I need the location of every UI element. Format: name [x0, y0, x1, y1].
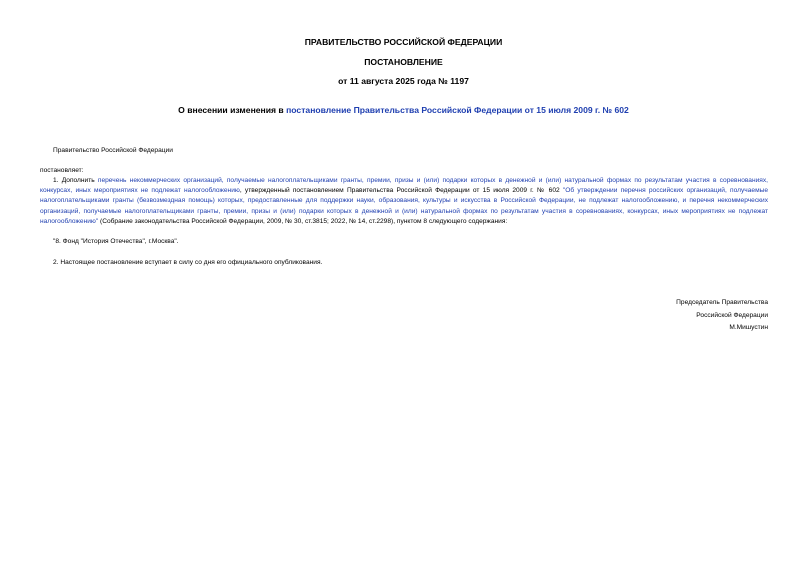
- item-1-paragraph: [40, 176, 768, 227]
- item-1-list-link[interactable]: перечень некоммерческих организаций, получаемые налогоплательщиками гранты, премии, призы и (или) подарки которых в денежной и (или) натуральной формах по результатам участия в соревнованиях, конкурсах, иных мероприятиях не подлежат налогообложению: [40, 177, 768, 195]
- authority-heading: ПРАВИТЕЛЬСТВО РОССИЙСКОЙ ФЕДЕРАЦИИ: [304, 37, 503, 47]
- document-type-heading: ПОСТАНОВЛЕНИЕ: [364, 57, 443, 67]
- date-number-heading: от 11 августа 2025 года № 1197: [338, 76, 469, 86]
- title-link[interactable]: постановление Правительства Российской Федерации от 15 июля 2009 г. № 602: [286, 105, 629, 115]
- item-1-number: 1. Дополнить: [53, 177, 98, 184]
- signature-block: [568, 297, 768, 335]
- quoted-item-text: "8. Фонд "История Отечества", г.Москва".: [53, 238, 179, 245]
- decrees-text: постановляет:: [40, 167, 84, 174]
- item-1-end-text: (Собрание законодательства Российской Федерации, 2009, № 30, ст.3815; 2022, № 14, ст.2298), пунктом 8 следующего содержания:: [98, 217, 508, 225]
- item-1-decree-link[interactable]: "Об утверждении перечня российских организаций, получаемые налогоплательщиками гранты (безвозмездная помощь) которых, предоставленные для поддержки науки, образования, культуры и искусства в Российской Федерации, не подлежат налогообложению, и перечня некоммерческих организаций, получаемые налогоплательщиками гранты, премии, призы и (или) подарки которых в денежной и (или) натуральной формах по результатам участия в соревнованиях, конкурсах, иных мероприятиях не подлежат налогообложению": [40, 187, 769, 225]
- title-prefix: О внесении изменения в: [178, 105, 287, 115]
- item-1-middle-text: , утвержденный постановлением Правительства Российской Федерации от 15 июля 2009 г. № 602: [239, 187, 563, 195]
- issuer-text: Правительство Российской Федерации: [53, 147, 173, 154]
- signature-position-line1: Председатель Правительства: [676, 299, 768, 306]
- signature-name: М.Мишустин: [729, 324, 768, 331]
- item-2-paragraph: 2. Настоящее постановление вступает в силу со дня его официального опубликования.: [53, 259, 323, 266]
- signature-position-line2: Российской Федерации: [696, 311, 768, 319]
- document-title: [0, 105, 807, 116]
